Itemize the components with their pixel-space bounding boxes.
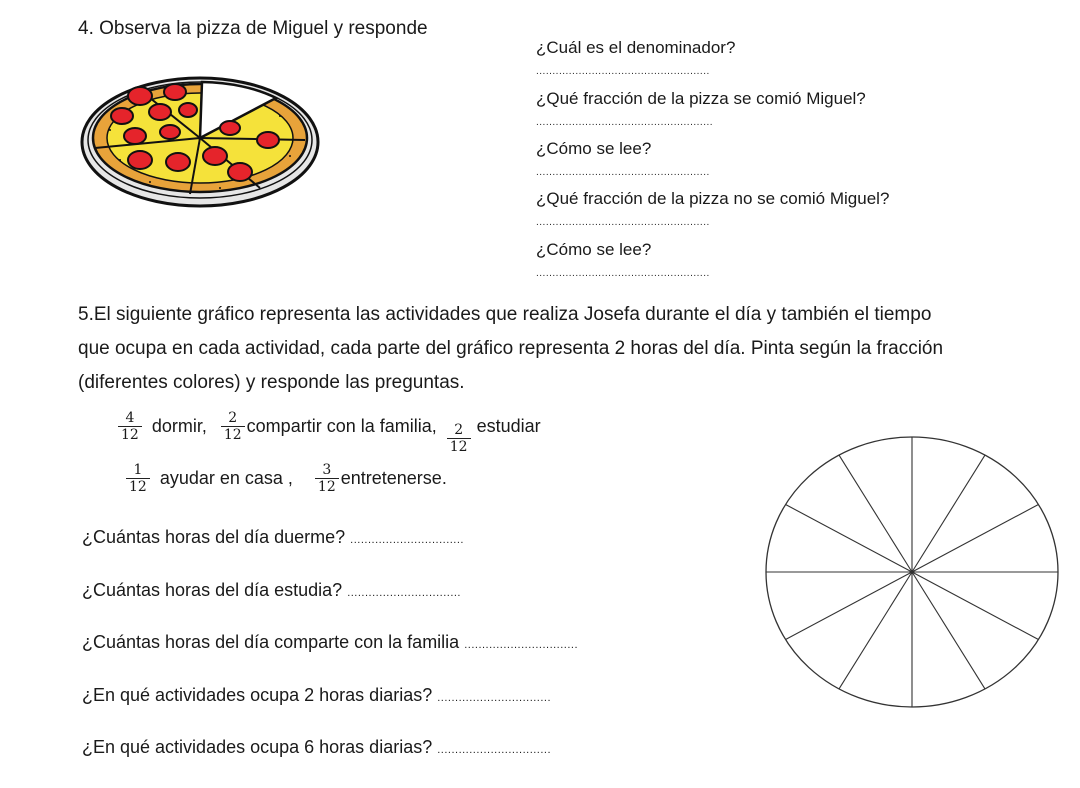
q5-question-4 bbox=[82, 685, 551, 706]
fraction-denominator: 12 bbox=[126, 478, 150, 495]
q5-question-text: ¿En qué actividades ocupa 2 horas diarias? bbox=[82, 685, 433, 705]
q4-answer-line-4[interactable]: ..................................................... bbox=[536, 217, 710, 228]
fraction-numerator: 1 bbox=[133, 462, 143, 478]
q5-answer-line[interactable]: ................................ bbox=[347, 587, 461, 599]
q5-answer-line[interactable]: ................................ bbox=[437, 744, 552, 756]
fraction-entertain bbox=[315, 462, 339, 495]
activity-label-entertain: entretenerse. bbox=[340, 468, 447, 488]
activity-label-family: compartir con la familia, bbox=[246, 416, 437, 436]
fraction-denominator: 12 bbox=[447, 438, 471, 455]
blank-pie-chart[interactable] bbox=[762, 434, 1066, 716]
q4-question-5: ¿Cómo se lee? bbox=[536, 240, 652, 259]
fraction-denominator: 12 bbox=[221, 426, 245, 443]
q5-instructions: 5.El siguiente gráfico representa las actividades que realiza Josefa durante el día y también el tiempo que ocupa en cada actividad, cada parte del gráfico representa 2 horas del día. Pinta según la fracción (diferentes colores) y responde las preguntas. bbox=[78, 304, 944, 393]
q5-answer-line[interactable]: ................................ bbox=[350, 534, 464, 546]
q4-answer-line-3[interactable]: ..................................................... bbox=[536, 167, 710, 178]
fraction-family bbox=[221, 410, 245, 443]
q5-question-text: ¿En qué actividades ocupa 6 horas diarias? bbox=[82, 737, 433, 757]
fraction-numerator: 3 bbox=[322, 462, 332, 478]
q4-question-4: ¿Qué fracción de la pizza no se comió Miguel? bbox=[536, 189, 890, 208]
fraction-numerator: 2 bbox=[228, 410, 238, 426]
activity-row-1 bbox=[118, 398, 541, 455]
activity-label-study: estudiar bbox=[476, 416, 541, 436]
fraction-numerator: 2 bbox=[454, 422, 464, 438]
fraction-numerator: 4 bbox=[125, 410, 135, 426]
activity-row-2 bbox=[126, 462, 447, 495]
q5-answer-line[interactable]: ................................ bbox=[464, 639, 579, 651]
q4-answer-line-1[interactable]: ..................................................... bbox=[536, 66, 710, 77]
q4-question-3: ¿Cómo se lee? bbox=[536, 139, 652, 158]
q5-question-1 bbox=[82, 527, 464, 548]
q4-question-2: ¿Qué fracción de la pizza se comió Miguel? bbox=[536, 89, 866, 108]
activity-label-help-home: ayudar en casa , bbox=[159, 468, 293, 488]
fraction-denominator: 12 bbox=[118, 426, 142, 443]
q4-answer-line-5[interactable]: ..................................................... bbox=[536, 268, 710, 279]
q5-question-2 bbox=[82, 580, 461, 601]
fraction-study bbox=[447, 422, 471, 455]
q5-question-5 bbox=[82, 737, 551, 758]
q5-question-3 bbox=[82, 632, 578, 653]
fraction-denominator: 12 bbox=[315, 478, 339, 495]
q4-title: 4. Observa la pizza de Miguel y responde bbox=[78, 18, 428, 39]
q4-answer-line-2[interactable]: ...................................................... bbox=[536, 117, 714, 128]
q5-question-text: ¿Cuántas horas del día estudia? bbox=[82, 580, 343, 600]
q5-question-text: ¿Cuántas horas del día comparte con la familia bbox=[82, 632, 460, 652]
activity-label-sleep: dormir, bbox=[151, 416, 207, 436]
q5-answer-line[interactable]: ................................ bbox=[437, 692, 552, 704]
q4-question-1: ¿Cuál es el denominador? bbox=[536, 38, 736, 57]
fraction-help-home bbox=[126, 462, 150, 495]
q5-question-text: ¿Cuántas horas del día duerme? bbox=[82, 527, 346, 547]
pizza-image bbox=[80, 70, 325, 220]
fraction-sleep bbox=[118, 410, 142, 443]
